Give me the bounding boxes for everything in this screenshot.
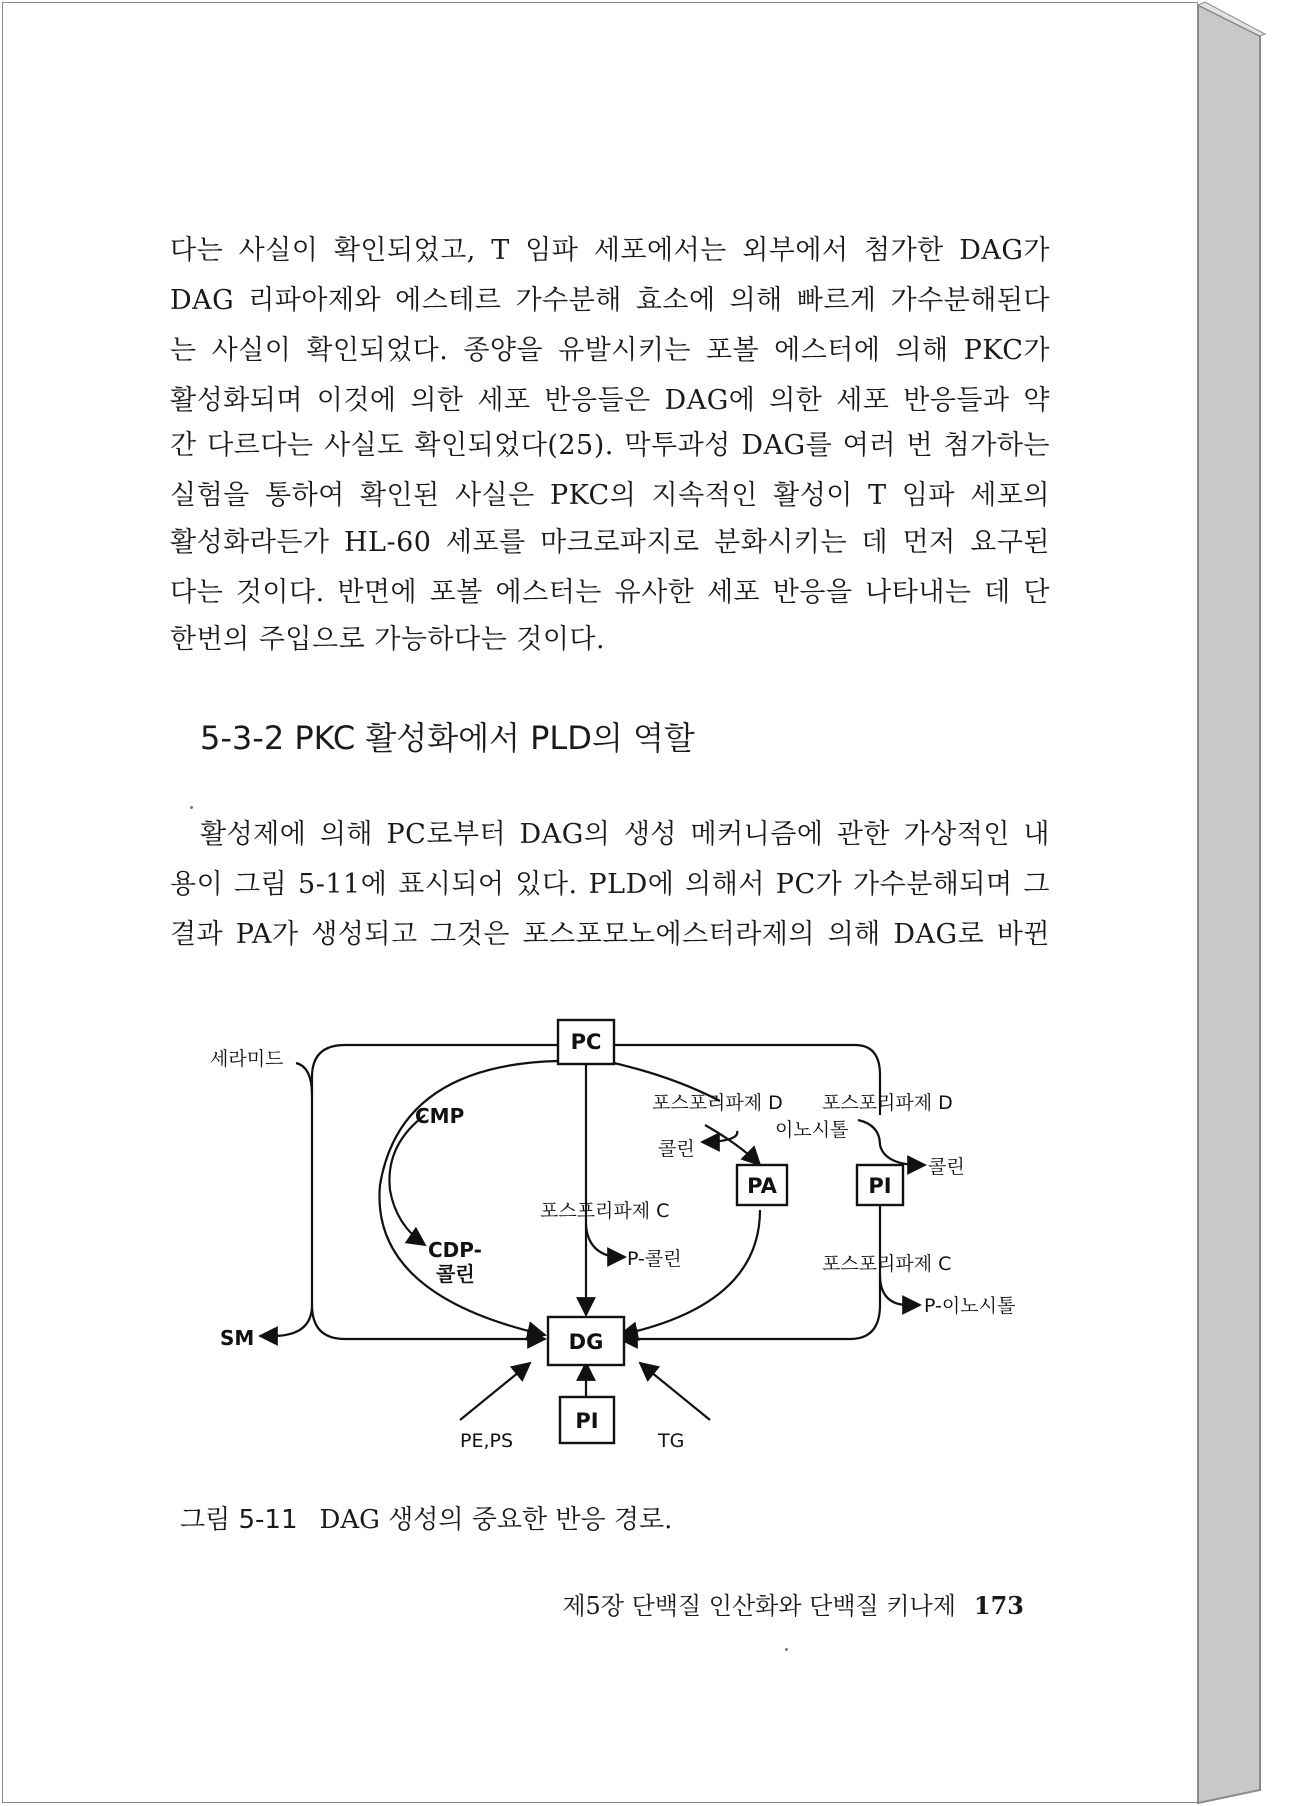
label-choline-cdp: 콜린: [436, 1262, 475, 1286]
label-cmp: CMP: [415, 1104, 465, 1128]
body-line-8: 다는 것이다. 반면에 포볼 에스터는 유사한 세포 반응을 나타내는 데 단: [170, 577, 1050, 608]
edge-to-pa: [705, 1125, 760, 1165]
edge-pc-inner-left: [379, 1061, 558, 1335]
body-line-9: 한번의 주입으로 가능하다는 것이다.: [170, 624, 606, 655]
body-line-6: 실험을 통하여 확인된 사실은 PKC의 지속적인 활성이 T 임파 세포의: [170, 480, 1050, 511]
section-line-3: 결과 PA가 생성되고 그것은 포스포모노에스터라제의 의해 DAG로 바뀐: [170, 919, 1050, 950]
label-ceramide: 세라미드: [210, 1048, 284, 1070]
label-sm: SM: [220, 1326, 255, 1350]
label-inositol: 이노시톨: [775, 1119, 849, 1141]
label-p-inositol: P-이노시톨: [924, 1295, 1016, 1317]
label-cdp: CDP-: [428, 1238, 482, 1262]
edge-ceramide: [296, 1063, 312, 1095]
speck: [190, 806, 193, 809]
edge-p-choline: [586, 1225, 625, 1257]
node-dg: DG: [568, 1330, 604, 1354]
label-pld-left: 포스포리파제 D: [652, 1092, 783, 1114]
section-line-2: 용이 그림 5-11에 표시되어 있다. PLD에 의해서 PC가 가수분해되며 그: [170, 869, 1050, 900]
speck: [785, 1648, 788, 1651]
node-pc: PC: [570, 1030, 602, 1054]
dag-pathway-diagram: [200, 1005, 1040, 1485]
body-line-3: 는 사실이 확인되었다. 종양을 유발시키는 포볼 에스터에 의해 PKC가: [170, 335, 1050, 366]
body-line-4: 활성화되며 이것에 의한 세포 반응들은 DAG에 의한 세포 반응들과 약: [170, 385, 1050, 416]
edge-pa-dg: [620, 1210, 760, 1335]
running-footer: [550, 1590, 1024, 1622]
label-pe-ps: PE,PS: [460, 1430, 514, 1452]
label-pld-right: 포스포리파제 D: [822, 1092, 953, 1114]
body-line-2: DAG 리파아제와 에스테르 가수분해 효소에 의해 빠르게 가수분해된다: [170, 285, 1050, 316]
edge-cmp-cdp: [389, 1115, 425, 1245]
edge-inositol: [858, 1120, 925, 1165]
node-pi-right: PI: [868, 1174, 892, 1198]
node-pa: PA: [747, 1174, 777, 1198]
body-line-5: 간 다르다는 사실도 확인되었다(25). 막투과성 DAG를 여러 번 첨가하는: [170, 430, 1050, 461]
chapter-title: 제5장 단백질 인산화와 단백질 키나제: [562, 1592, 956, 1620]
edge-pc-outer-left: [312, 1045, 558, 1339]
edge-p-inositol: [880, 1275, 920, 1305]
label-tg: TG: [658, 1430, 685, 1452]
figure-caption-text: DAG 생성의 중요한 반응 경로.: [319, 1505, 673, 1535]
edge-tg-dg: [640, 1363, 710, 1420]
section-title: 5-3-2 PKC 활성화에서 PLD의 역할: [200, 719, 695, 757]
label-plc-left: 포스포리파제 C: [540, 1200, 670, 1222]
label-plc-right: 포스포리파제 C: [822, 1253, 952, 1275]
section-line-1: 활성제에 의해 PC로부터 DAG의 생성 메커니즘에 관한 가상적인 내: [200, 819, 1050, 850]
label-choline-right: 콜린: [928, 1156, 965, 1178]
node-pi-bottom: PI: [575, 1409, 599, 1433]
label-choline-left: 콜린: [658, 1138, 695, 1160]
figure-number: 그림 5-11: [180, 1505, 298, 1535]
body-line-7: 활성화라든가 HL-60 세포를 마크로파지로 분화시키는 데 먼저 요구된: [170, 527, 1050, 558]
edge-sm: [260, 1305, 312, 1336]
edge-peps-dg: [460, 1363, 530, 1420]
figure-caption: [180, 1503, 672, 1537]
page-number: 173: [973, 1591, 1024, 1620]
label-p-choline: P-콜린: [627, 1248, 682, 1270]
body-line-1: 다는 사실이 확인되었고, T 임파 세포에서는 외부에서 첨가한 DAG가: [170, 235, 1050, 266]
